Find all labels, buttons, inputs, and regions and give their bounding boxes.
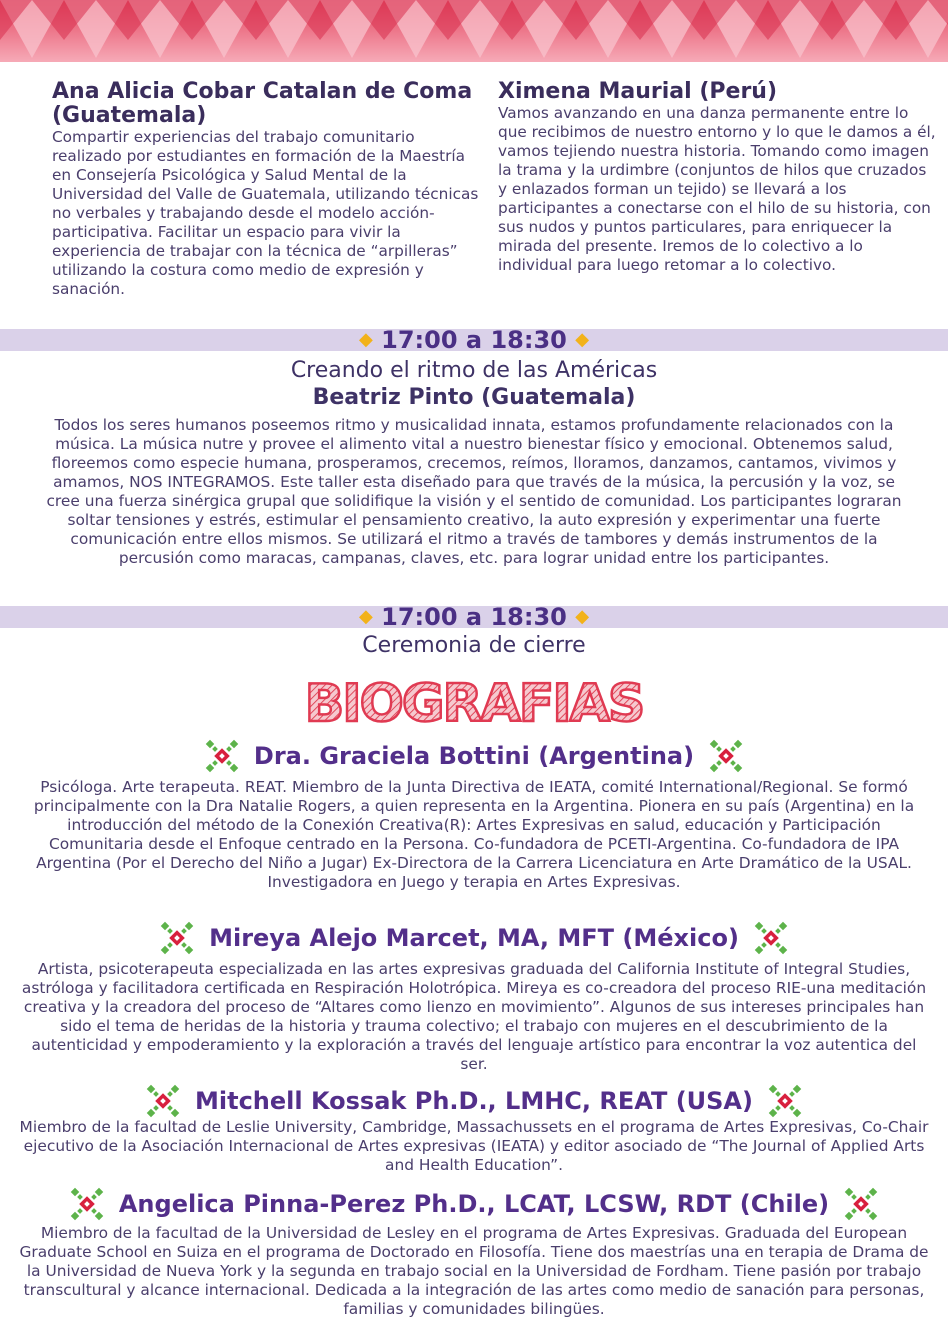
ornament-icon [204, 738, 240, 774]
session-left [52, 80, 482, 299]
ceremony-title: Ceremonia de cierre [362, 633, 586, 658]
ornament-icon [145, 1083, 181, 1119]
diamond-icon: ◆ [358, 329, 373, 350]
bio-text-kossak: Miembro de la facultad de Leslie University, Cambridge, Massachussets en el programa de Artes Expresivas, Co-Chair ejecutivo de la Asociación Internacional de Artes expresivas (IEATA) y editor asociado de “The Journal of Applied Arts and Health Education”. [19, 1118, 929, 1174]
session-description: Compartir experiencias del trabajo comunitario realizado por estudiantes en formación de la Maestría en Consejería Psicológica y Salud Mental de la Universidad del Valle de Guatemala, utilizando técnicas no verbales y trabajando desde el modelo acción-participativa. Facilitar un espacio para vivir la experiencia de trabajar con la técnica de “arpilleras” utilizando la costura como medio de expresión y sanación. [52, 128, 479, 298]
bio-name: Angelica Pinna-Perez Ph.D., LCAT, LCSW, RDT (Chile) [118, 1190, 830, 1218]
session-right [498, 80, 938, 275]
time-slot-1 [0, 326, 948, 354]
ornament-icon [708, 738, 744, 774]
bio-name: Dra. Graciela Bottini (Argentina) [253, 742, 695, 770]
bio-text-alejo: Artista, psicoterapeuta especializada en las artes expresivas graduada del California Institute of Integral Studies, astróloga y facilitadora certificada en Respiración Holotrópica. Mireya es co-creadora del proceso RIE-una meditación creativa y la creadora del proceso de “Altares como lienzo en movimiento”. Algunos de sus intereses principales han sido el tema de heridas de la historia y trauma colectivo; el trabajo con mujeres en el descubrimiento de la autenticidad y empoderamiento y la exploración a través del lenguaje artístico para encontrar la voz autentica del ser. [21, 960, 927, 1073]
ornament-icon [767, 1083, 803, 1119]
bio-name: Mireya Alejo Marcet, MA, MFT (México) [209, 924, 739, 952]
presenter-name: Ximena Maurial (Perú) [498, 79, 778, 104]
bio-heading-kossak [0, 1083, 948, 1119]
svg-text:BIOGRAFIAS: BIOGRAFIAS [304, 674, 644, 728]
diamond-icon: ◆ [575, 606, 590, 627]
bio-text-pinna: Miembro de la facultad de la Universidad de Lesley en el programa de Artes Expresivas. Graduada del European Graduate School en Suiza en el programa de Doctorado en Filosofía. Tiene dos maestrías una en terapia de Drama de la Universidad de Nueva York y la segunda en trabajo social en la Universidad de Fordham. Tiene pasión por trabajo transcultural y alcance internacional. Dedicada a la integración de las artes como medio de sanación para personas, familias y comunidades bilingües. [19, 1224, 929, 1318]
decorative-triangle-banner [0, 0, 948, 62]
bio-heading-bottini [0, 738, 948, 774]
diamond-icon: ◆ [358, 606, 373, 627]
session-description: Vamos avanzando en una danza permanente entre lo que recibimos de nuestro entorno y lo que le damos a él, vamos tejiendo nuestra historia. Tomando como imagen la trama y la urdimbre (conjuntos de hilos que cruzados y enlazados forman un tejido) se llevará a los participantes a conectarse con el hilo de su historia, con sus nudos y puntos particulares, para enriquecer la mirada del presente. Iremos de lo colectivo a lo individual para luego retomar a lo colectivo. [498, 104, 936, 274]
bio-name: Mitchell Kossak Ph.D., LMHC, REAT (USA) [195, 1087, 753, 1115]
workshop-title: Creando el ritmo de las Américas [290, 358, 658, 383]
ornament-icon [69, 1186, 105, 1222]
workshop-description: Todos los seres humanos poseemos ritmo y musicalidad innata, estamos profundamente relacionados con la música. La música nutre y provee el alimento vital a nuestro bienestar físico y emocional. Obtenemos salud, floreemos como especie humana, prosperamos, crecemos, reímos, lloramos, danzamos, cantamos, vivimos y amamos, NOS INTEGRAMOS. Este taller esta diseñado para que través de la música, la percusión y la voz, se cree una fuerza sinérgica grupal que solidifique la visión y el sentido de comunidad. Los participantes lograran soltar tensiones y estrés, estimular el pensamiento creativo, la auto expresión y experimentar una fuerte comunicación entre ellos mismos. Se utilizará el ritmo a través de tambores y demás instrumentos de la percusión como maracas, campanas, claves, etc. para lograr unidad entre los participantes. [46, 416, 902, 567]
ornament-icon [159, 920, 195, 956]
workshop-presenter: Beatriz Pinto (Guatemala) [312, 385, 636, 410]
presenter-name: Ana Alicia Cobar Catalan de Coma (Guatemala) [52, 79, 473, 128]
bio-heading-alejo [0, 920, 948, 956]
ornament-icon [753, 920, 789, 956]
bio-heading-pinna [0, 1186, 948, 1222]
bio-text-bottini: Psicóloga. Arte terapeuta. REAT. Miembro de la Junta Directiva de IEATA, comité International/Regional. Se formó principalmente con la Dra Natalie Rogers, a quien representa en la Argentina. Pionera en su país (Argentina) en la introducción del método de la Conexión Creativa(R): Artes Expresivas en salud, educación y Participación Comunitaria desde el Enfoque centrado en la Persona. Co-fundadora de PCETI-Argentina. Co-fundadora de IPA Argentina (Por el Derecho del Niño a Jugar) Ex-Directora de la Carrera Licenciatura en Arte Dramático de la USAL. Investigadora en Juego y terapia en Artes Expresivas. [33, 778, 915, 891]
diamond-icon: ◆ [575, 329, 590, 350]
time-label: 17:00 a 18:30 [381, 603, 567, 631]
time-slot-2 [0, 603, 948, 631]
biographies-title [300, 674, 648, 728]
ornament-icon [843, 1186, 879, 1222]
time-label: 17:00 a 18:30 [381, 326, 567, 354]
